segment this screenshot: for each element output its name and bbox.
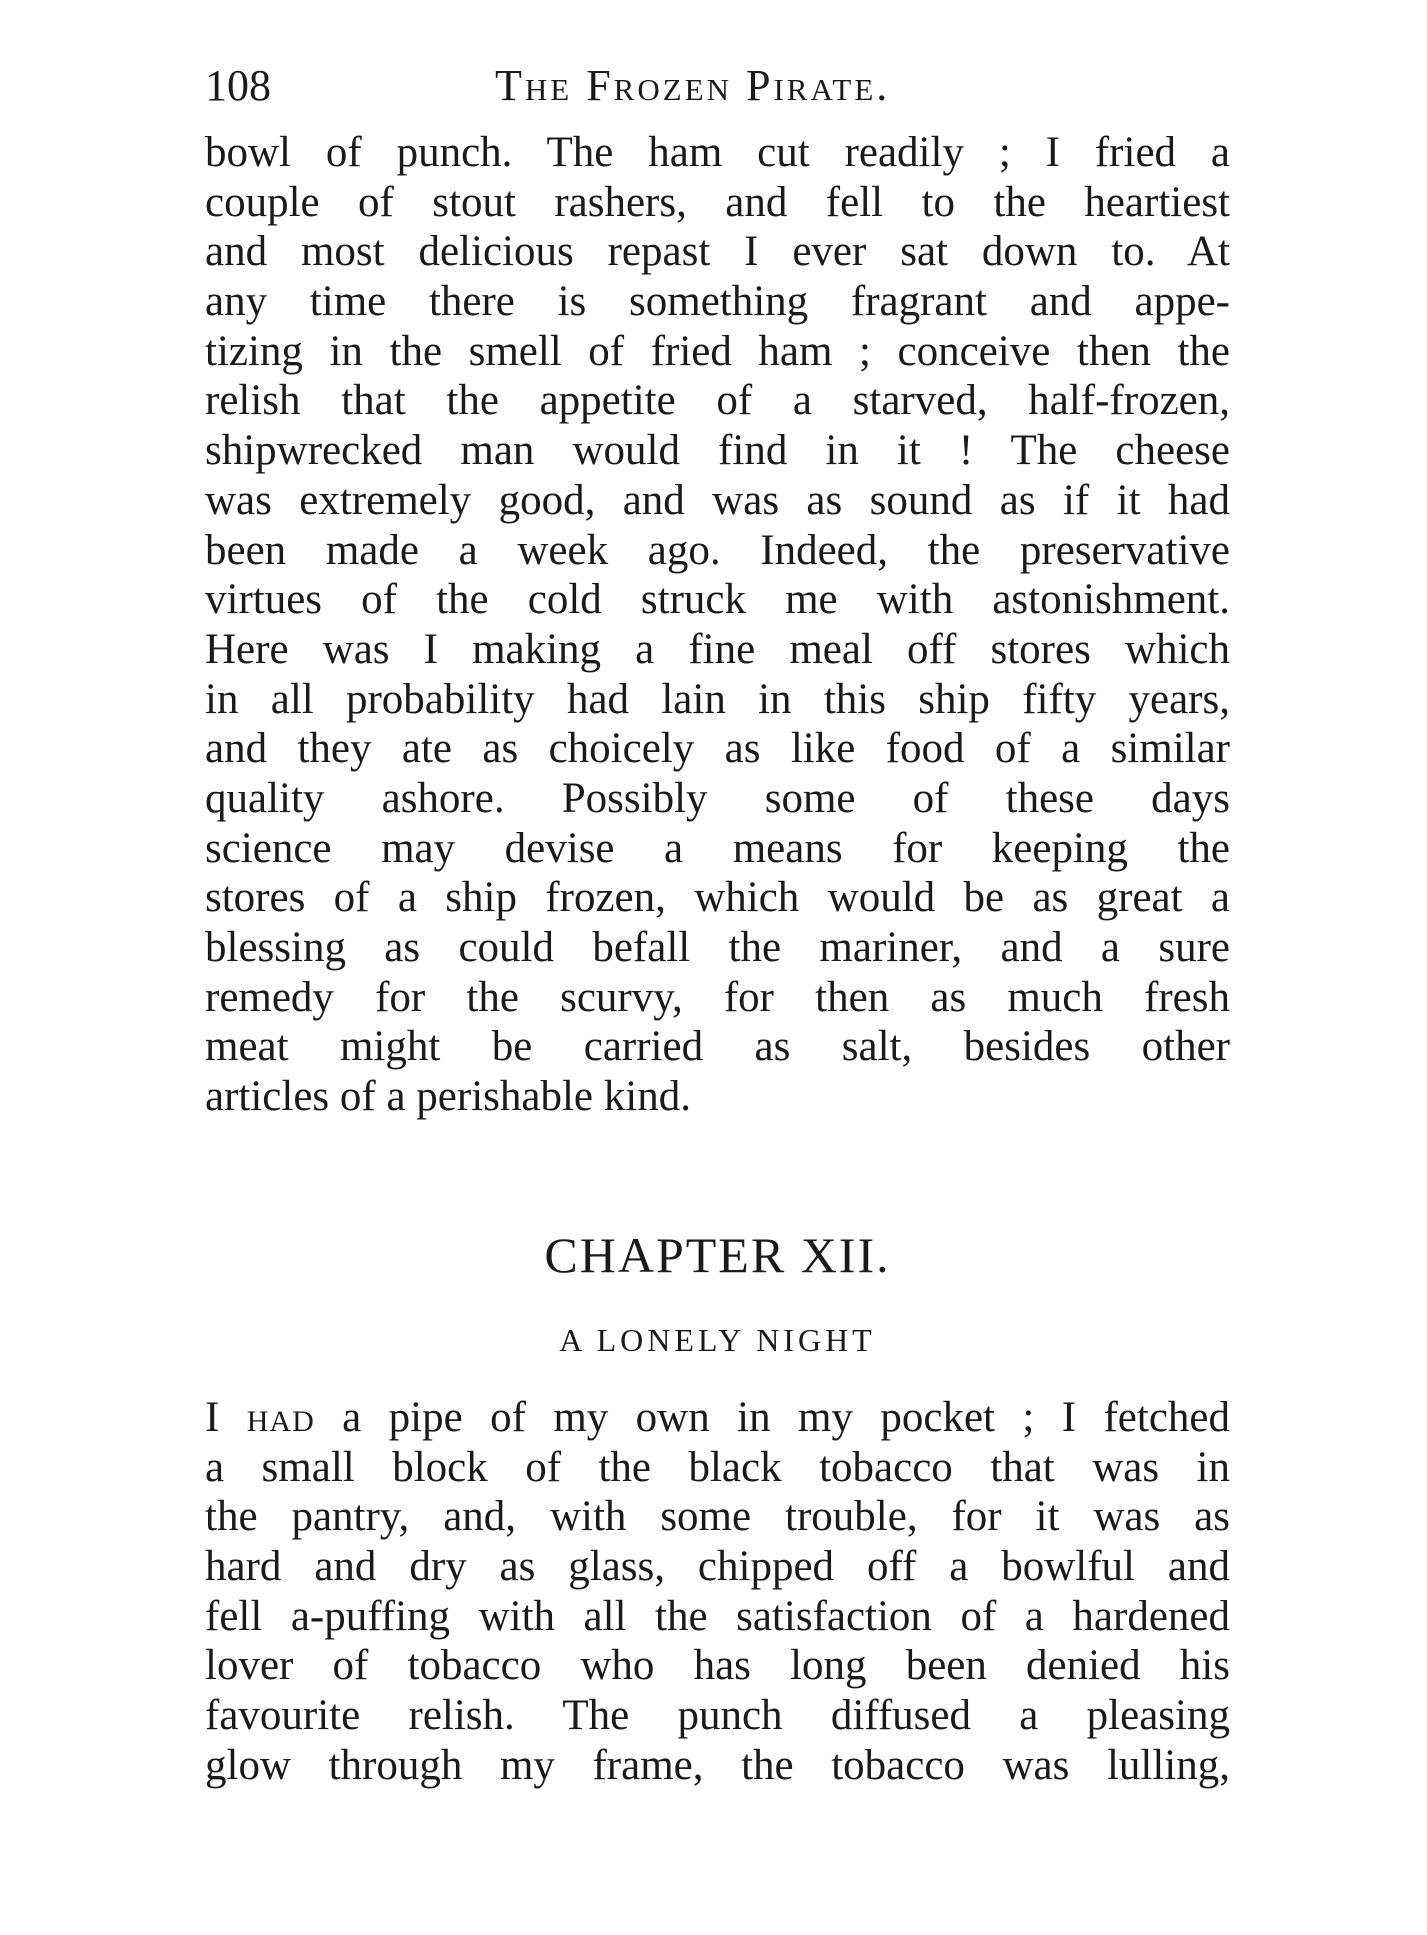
text-line: shipwrecked man would find in it ! The cheese — [205, 427, 1230, 475]
text-line: hard and dry as glass, chipped off a bowlful and — [205, 1543, 1230, 1591]
text-line: virtues of the cold struck me with astonishment. — [205, 576, 1230, 624]
text-line: fell a-puffing with all the satisfaction of a hardened — [205, 1592, 1230, 1640]
chapter-heading: CHAPTER XII. — [544, 1227, 891, 1283]
text-line: lover of tobacco who has long been denied his — [205, 1642, 1230, 1690]
text-line: in all probability had lain in this ship fifty years, — [205, 675, 1230, 723]
text-line: articles of a perishable kind. — [205, 1073, 691, 1121]
paragraph-2 — [205, 1393, 1230, 1791]
text-line: meat might be carried as salt, besides other — [205, 1023, 1230, 1071]
text-line: relish that the appetite of a starved, half-frozen, — [205, 377, 1230, 425]
text-line: and most delicious repast I ever sat down to. At — [205, 228, 1230, 276]
page-number: 108 — [205, 61, 271, 110]
text-line: stores of a ship frozen, which would be as great a — [205, 874, 1230, 922]
lead-small-caps: had — [246, 1394, 315, 1441]
text-line: couple of stout rashers, and fell to the heartiest — [205, 178, 1230, 226]
first-line-rest: a pipe of my own in my pocket ; I fetched — [314, 1394, 1230, 1441]
text-line — [205, 1393, 1230, 1443]
running-head — [205, 56, 1230, 116]
text-line: quality ashore. Possibly some of these days — [205, 774, 1230, 822]
text-line: remedy for the scurvy, for then as much fresh — [205, 973, 1230, 1021]
text-line: tizing in the smell of fried ham ; conceive then the — [205, 327, 1230, 375]
chapter-subtitle: A LONELY NIGHT — [559, 1322, 876, 1358]
text-line: a small block of the black tobacco that was in — [205, 1443, 1230, 1491]
lead-initial: I — [205, 1394, 220, 1441]
text-line: science may devise a means for keeping the — [205, 824, 1230, 872]
text-line: the pantry, and, with some trouble, for it was as — [205, 1493, 1230, 1541]
text-line: favourite relish. The punch diffused a pleasing — [205, 1692, 1230, 1740]
text-line: Here was I making a fine meal off stores which — [205, 625, 1230, 673]
text-line: bowl of punch. The ham cut readily ; I fried a — [205, 129, 1230, 176]
text-line: blessing as could befall the mariner, and a sure — [205, 924, 1230, 971]
text-line: glow through my frame, the tobacco was lulling, — [205, 1741, 1230, 1789]
text-line: and they ate as choicely as like food of a similar — [205, 725, 1230, 773]
paragraph-1 — [205, 128, 1230, 1122]
text-line: was extremely good, and was as sound as if it had — [205, 476, 1230, 524]
text-line: been made a week ago. Indeed, the preservative — [205, 526, 1230, 574]
running-title: The Frozen Pirate. — [495, 61, 891, 110]
text-line: any time there is something fragrant and appe- — [205, 278, 1230, 326]
